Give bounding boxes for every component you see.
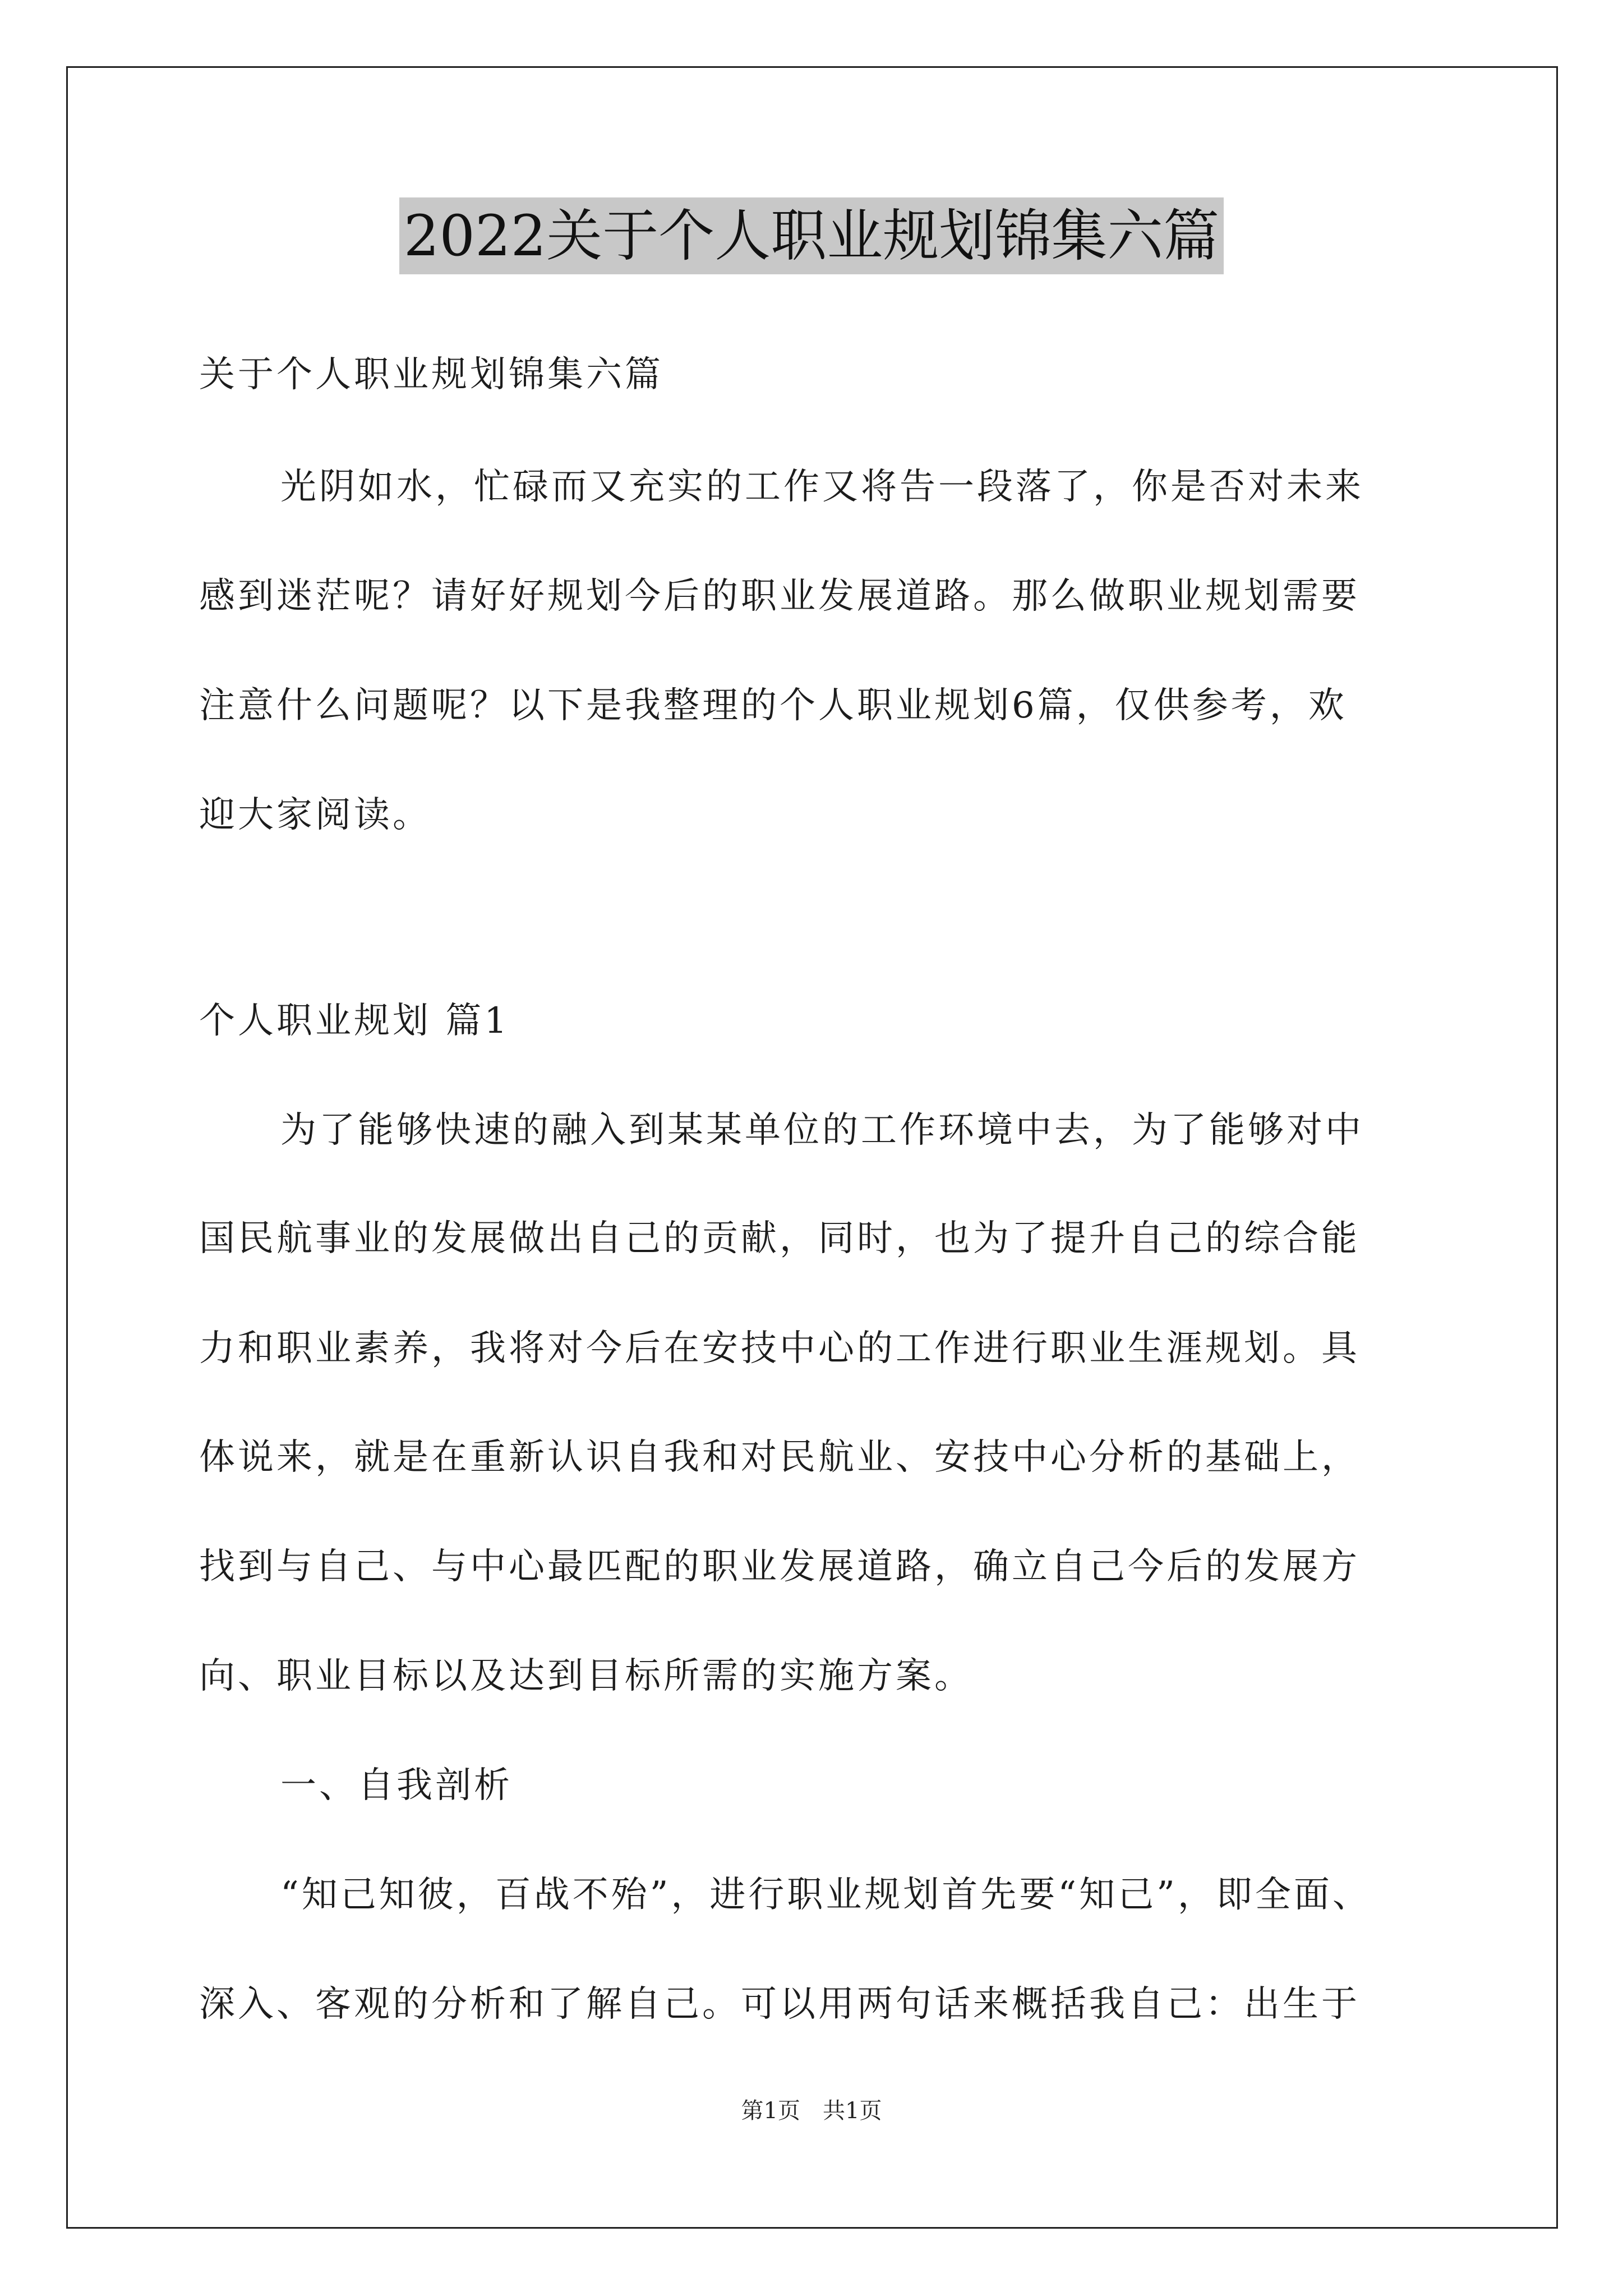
paragraph-line: 深入、客观的分析和了解自己。可以用两句话来概括我自己：出生于 [199, 1984, 1360, 2025]
paragraph-line: 力和职业素养，我将对今后在安技中心的工作进行职业生涯规划。具 [199, 1328, 1360, 1369]
paragraph-line: 体说来，就是在重新认识自我和对民航业、安技中心分析的基础上， [199, 1437, 1360, 1478]
paragraph-line: 国民航事业的发展做出自己的贡献，同时，也为了提升自己的综合能 [199, 1218, 1360, 1259]
paragraph-line: 向、职业目标以及达到目标所需的实施方案。 [199, 1655, 973, 1697]
paragraph-line: 光阴如水，忙碌而又充实的工作又将告一段落了，你是否对未来 [280, 466, 1364, 508]
paragraph-line: 注意什么问题呢？以下是我整理的个人职业规划6篇，仅供参考，欢 [199, 685, 1347, 726]
section-heading: 个人职业规划 篇1 [199, 1000, 510, 1042]
paragraph-line: 找到与自己、与中心最匹配的职业发展道路，确立自己今后的发展方 [199, 1546, 1360, 1588]
paragraph-line: 为了能够快速的融入到某某单位的工作环境中去，为了能够对中 [280, 1110, 1364, 1151]
page-number-footer: 第1页 共1页 [741, 2098, 882, 2124]
subtitle-line: 关于个人职业规划锦集六篇 [199, 354, 663, 395]
paragraph-line: 感到迷茫呢？请好好规划今后的职业发展道路。那么做职业规划需要 [199, 576, 1360, 617]
document-title: 2022关于个人职业规划锦集六篇 [399, 197, 1224, 274]
paragraph-line: “知己知彼，百战不殆”，进行职业规划首先要“知己”，即全面、 [280, 1874, 1371, 1916]
paragraph-line: 迎大家阅读。 [199, 794, 431, 836]
subsection-heading: 一、自我剖析 [280, 1765, 513, 1806]
title-container [0, 197, 1623, 274]
